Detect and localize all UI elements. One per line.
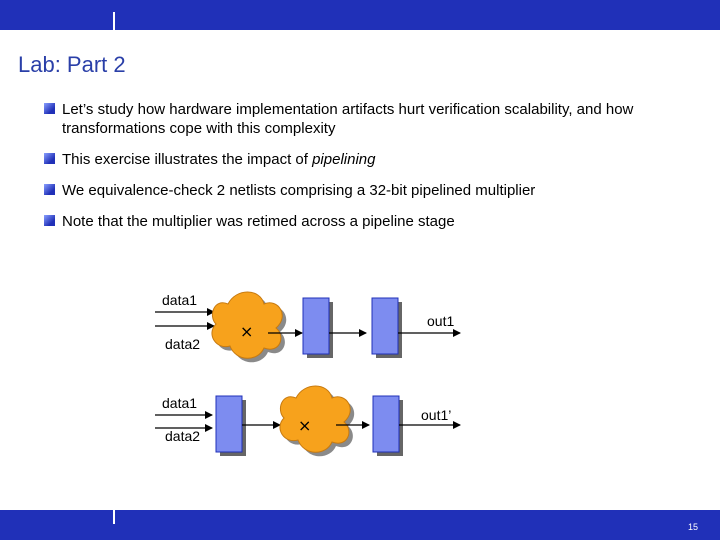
bottom-data1-label: data1: [162, 395, 198, 411]
top-data1-label: data1: [162, 292, 198, 308]
top-netlist: [155, 292, 460, 362]
top-register-1: [303, 298, 333, 358]
bullet-text: Note that the multiplier was retimed across a pipeline stage: [62, 213, 455, 230]
top-out1-label: out1: [427, 313, 455, 329]
footer-notch: [113, 510, 115, 524]
bullet-text: We equivalence-check 2 netlists comprising a 32-bit pipelined multiplier: [62, 182, 536, 199]
bottom-multiplier-cloud: [280, 386, 354, 456]
top-multiply-symbol: ×: [240, 322, 254, 341]
bottom-netlist: [155, 386, 460, 456]
bottom-multiply-symbol: ×: [298, 416, 312, 435]
top-register-2: [372, 298, 402, 358]
footer-bar: [0, 510, 720, 540]
bullet-emphasis: pipelining: [312, 151, 376, 168]
bottom-register-2: [373, 396, 403, 456]
top-data2-label: data2: [165, 336, 201, 352]
slide-title: Lab: Part 2: [18, 52, 126, 77]
bullet-text: This exercise illustrates the impact of: [62, 151, 313, 168]
bottom-register-1: [216, 396, 246, 456]
bullet-text: Let’s study how hardware implementation artifacts hurt verification scalability, and how transformations cope with this complexity: [62, 101, 634, 137]
page-number: 15: [687, 522, 698, 532]
bottom-out1-label: out1’: [421, 407, 452, 423]
bottom-data2-label: data2: [165, 428, 201, 444]
